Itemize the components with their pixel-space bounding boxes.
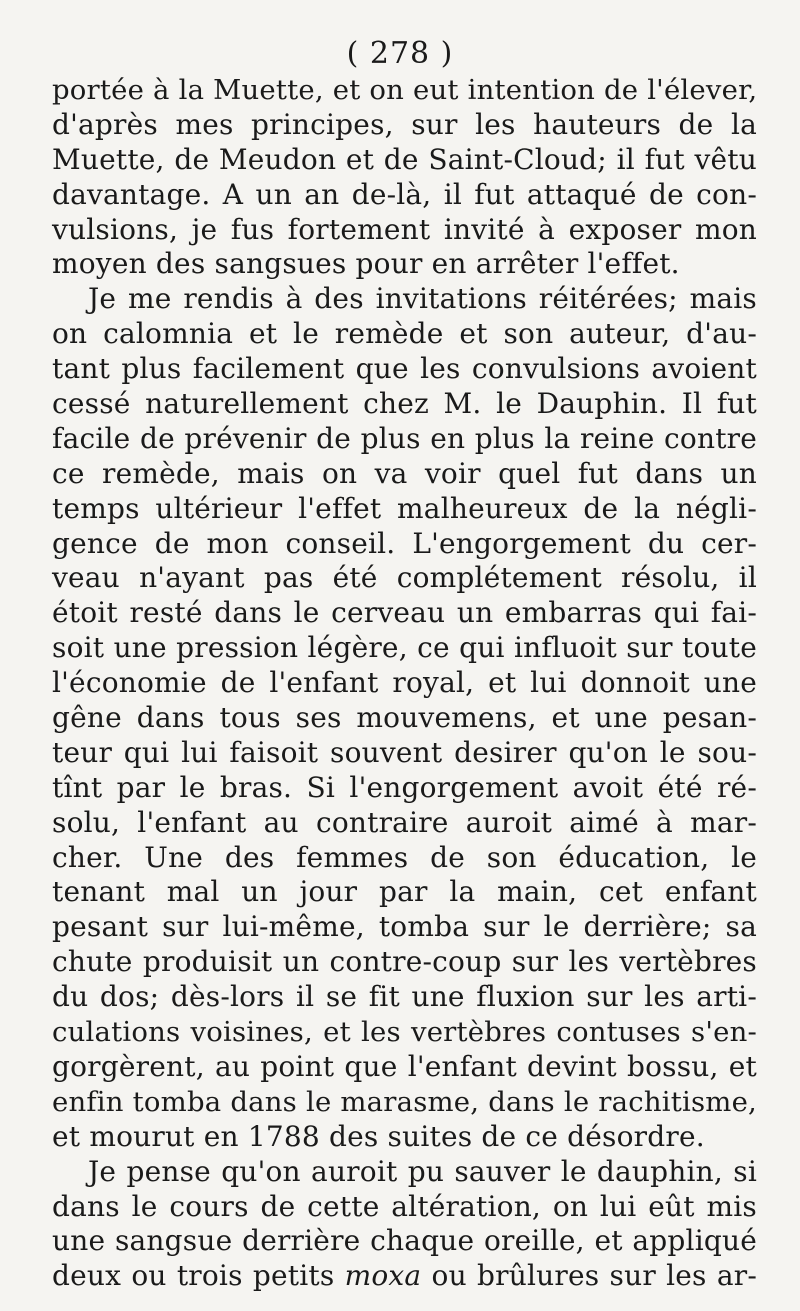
text-line (52, 771, 757, 806)
line-text: solu, l'enfant au contraire auroit aimé à mar- (52, 805, 757, 839)
line-text: étoit resté dans le cerveau un embarras qui fai- (52, 596, 757, 630)
line-text: et mourut en 1788 des suites de ce désordre. (52, 1119, 705, 1153)
text-line (52, 457, 757, 492)
text-line (52, 178, 757, 213)
text-line (52, 736, 757, 771)
text-line (52, 1155, 757, 1190)
line-text: gence de mon conseil. L'engorgement du cer- (52, 526, 757, 560)
line-text-continued: ou brûlures sur les ar- (421, 1259, 757, 1293)
text-line (52, 1085, 757, 1120)
text-line (52, 282, 757, 317)
line-text: veau n'ayant pas été complétement résolu, il (52, 561, 757, 595)
body-text (52, 73, 757, 1294)
text-line (52, 527, 757, 562)
line-text: tînt par le bras. Si l'engorgement avoit été ré- (52, 770, 757, 804)
text-line (52, 701, 757, 736)
text-line (52, 561, 757, 596)
text-line (52, 1015, 757, 1050)
text-line (52, 910, 757, 945)
text-line (52, 631, 757, 666)
line-text: Muette, de Meudon et de Saint-Cloud; il fut vêtu (52, 142, 757, 176)
text-line (52, 317, 757, 352)
line-text: deux ou trois petits (52, 1259, 335, 1293)
text-line (52, 1224, 757, 1259)
text-line (52, 422, 757, 457)
line-text: portée à la Muette, et on eut intention de l'élever, (52, 74, 758, 106)
line-text: ce remède, mais on va voir quel fut dans un (52, 456, 757, 490)
text-line (52, 492, 757, 527)
text-line (52, 387, 757, 422)
text-line (52, 596, 757, 631)
line-text: du dos; dès-lors il se fit une fluxion sur les arti- (52, 980, 757, 1014)
line-text: dans le cours de cette altération, on lui eût mis (52, 1189, 757, 1223)
text-line (52, 143, 757, 178)
text-line (52, 980, 757, 1015)
text-line (52, 666, 757, 701)
text-line (52, 247, 757, 282)
line-text: tenant mal un jour par la main, cet enfant (52, 875, 757, 909)
text-line (52, 841, 757, 876)
line-text: cessé naturellement chez M. le Dauphin. Il fut (52, 387, 757, 421)
text-line (52, 806, 757, 841)
text-line (52, 1259, 757, 1294)
text-line (52, 945, 757, 980)
line-text: chute produisit un contre-coup sur les vertèbres (52, 945, 757, 979)
text-line (52, 1050, 757, 1085)
line-text: soit une pression légère, ce qui influoit sur toute (52, 631, 757, 665)
line-text: culations voisines, et les vertèbres contuses s'en- (52, 1016, 757, 1049)
line-text: on calomnia et le remède et son auteur, d'au- (52, 317, 757, 351)
line-text: temps ultérieur l'effet malheureux de la négli- (52, 491, 757, 525)
text-line (52, 875, 757, 910)
line-text: l'économie de l'enfant royal, et lui donnoit une (52, 666, 757, 700)
line-text: tant plus facilement que les convulsions avoient (52, 352, 757, 386)
line-text: vulsions, je fus fortement invité à exposer mon (52, 212, 757, 246)
line-text: facile de prévenir de plus en plus la reine contre (52, 421, 757, 455)
line-text: gêne dans tous ses mouvemens, et une pesan- (52, 701, 757, 735)
line-text: teur qui lui faisoit souvent desirer qu'on le sou- (52, 735, 757, 769)
text-line (52, 213, 757, 248)
line-text: pesant sur lui-même, tomba sur le derrière; sa (52, 910, 757, 944)
text-line (52, 1120, 757, 1155)
line-text: enfin tomba dans le marasme, dans le rachitisme, (52, 1085, 757, 1118)
text-line (52, 352, 757, 387)
line-text: Je pense qu'on auroit pu sauver le dauphin, si (88, 1154, 757, 1188)
text-line (52, 1190, 757, 1225)
line-text: d'après mes principes, sur les hauteurs de la (52, 107, 757, 141)
line-text: cher. Une des femmes de son éducation, le (52, 840, 757, 874)
line-text: davantage. A un an de-là, il fut attaqué de con- (52, 177, 757, 211)
italic-term: moxa (344, 1259, 422, 1293)
page-number: ( 278 ) (346, 36, 454, 71)
text-line (52, 73, 757, 108)
line-text: gorgèrent, au point que l'enfant devint bossu, et (52, 1049, 757, 1083)
line-text: une sangsue derrière chaque oreille, et appliqué (52, 1224, 757, 1258)
line-text: Je me rendis à des invitations réitérées; mais (88, 282, 757, 316)
line-text: moyen des sangsues pour en arrêter l'effet. (52, 247, 680, 281)
text-line (52, 108, 757, 143)
